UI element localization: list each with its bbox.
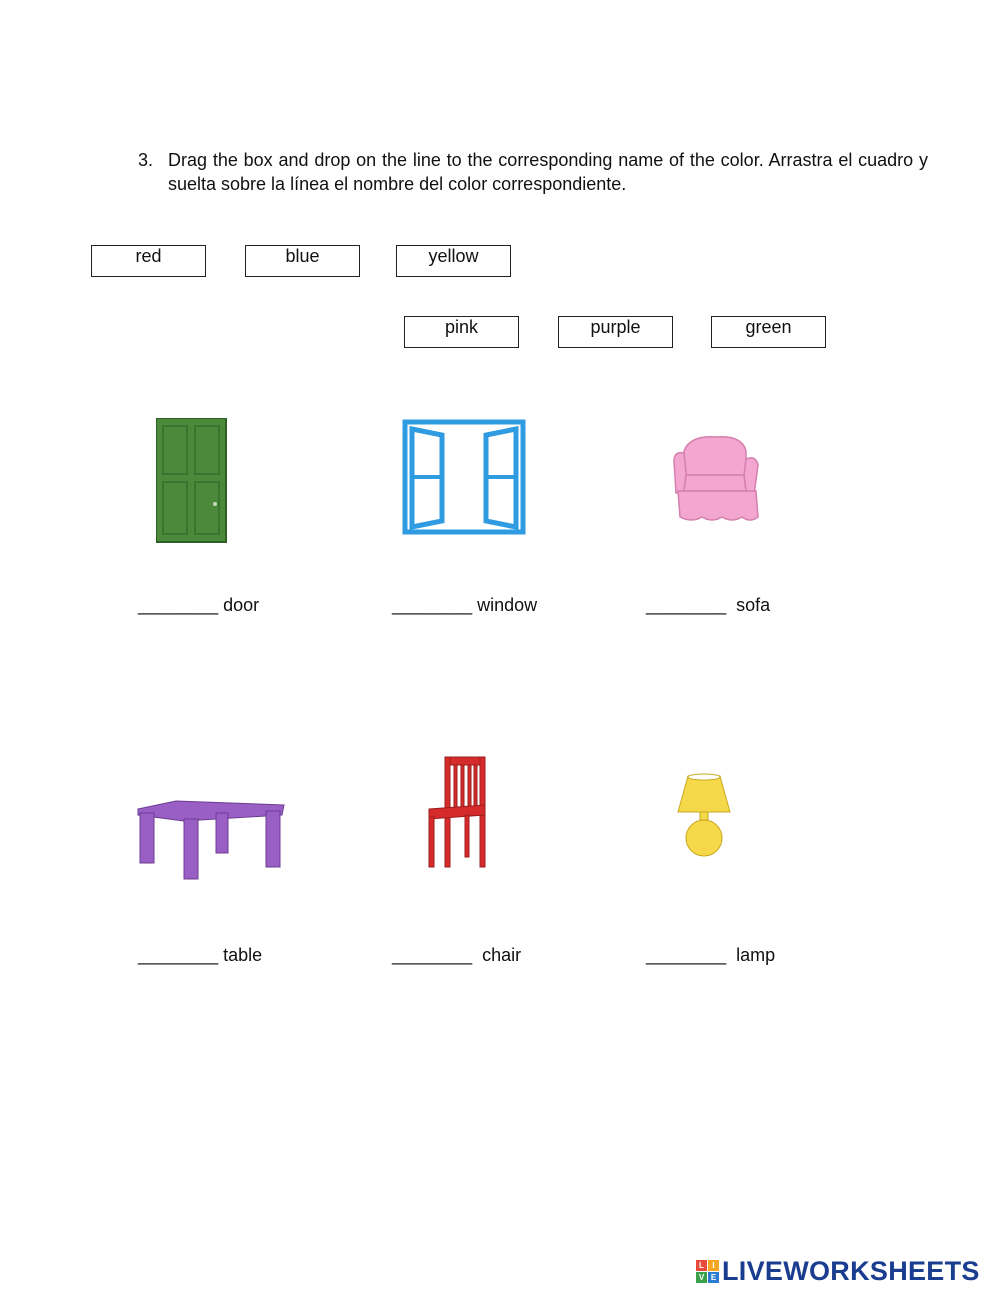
drag-box-green[interactable]: green — [711, 316, 826, 348]
instruction-number: 3. — [138, 150, 154, 170]
lamp-label — [646, 945, 775, 966]
liveworksheets-logo — [696, 1256, 980, 1287]
drag-box-pink[interactable]: pink — [404, 316, 519, 348]
drag-box-red[interactable]: red — [91, 245, 206, 277]
window-image — [402, 419, 526, 535]
window-frame — [405, 422, 523, 532]
instruction-text: Drag the box and drop on the line to the corresponding name of the color. Arrastra el cuadro y suelta sobre la línea el nombre del color correspondiente. — [168, 150, 928, 194]
chair-image — [427, 755, 489, 871]
logo-text: LIVEWORKSHEETS — [722, 1256, 980, 1286]
drag-box-purple[interactable]: purple — [558, 316, 673, 348]
door-label — [138, 595, 259, 616]
door-panel — [156, 418, 226, 542]
door-word: door — [223, 595, 260, 615]
logo-mark-letter: E — [708, 1272, 719, 1283]
sofa-blank[interactable]: ________ — [646, 595, 727, 615]
sofa-image — [672, 431, 762, 527]
door-image — [156, 418, 228, 544]
chair-label — [392, 945, 521, 966]
drag-box-blue[interactable]: blue — [245, 245, 360, 277]
chair-blank[interactable]: ________ — [392, 945, 473, 965]
window-label — [392, 595, 537, 616]
table-word: table — [223, 945, 263, 965]
lamp-body — [678, 776, 730, 856]
lamp-image — [676, 772, 732, 860]
sofa-label — [646, 595, 770, 616]
sofa-word: sofa — [736, 595, 771, 615]
table-image — [136, 799, 286, 883]
door-blank[interactable]: ________ — [138, 595, 219, 615]
logo-mark-letter: I — [708, 1260, 719, 1271]
table-blank[interactable]: ________ — [138, 945, 219, 965]
lamp-word: lamp — [736, 945, 776, 965]
instruction — [138, 148, 928, 196]
drag-box-yellow[interactable]: yellow — [396, 245, 511, 277]
table-label — [138, 945, 262, 966]
window-blank[interactable]: ________ — [392, 595, 473, 615]
logo-mark-letter: V — [696, 1272, 707, 1283]
logo-mark-icon — [696, 1260, 719, 1283]
window-word: window — [477, 595, 538, 615]
table-body — [138, 801, 284, 879]
sofa-body — [674, 437, 758, 520]
chair-word: chair — [482, 945, 522, 965]
lamp-blank[interactable]: ________ — [646, 945, 727, 965]
logo-mark-letter: L — [696, 1260, 707, 1271]
chair-body — [429, 757, 485, 867]
